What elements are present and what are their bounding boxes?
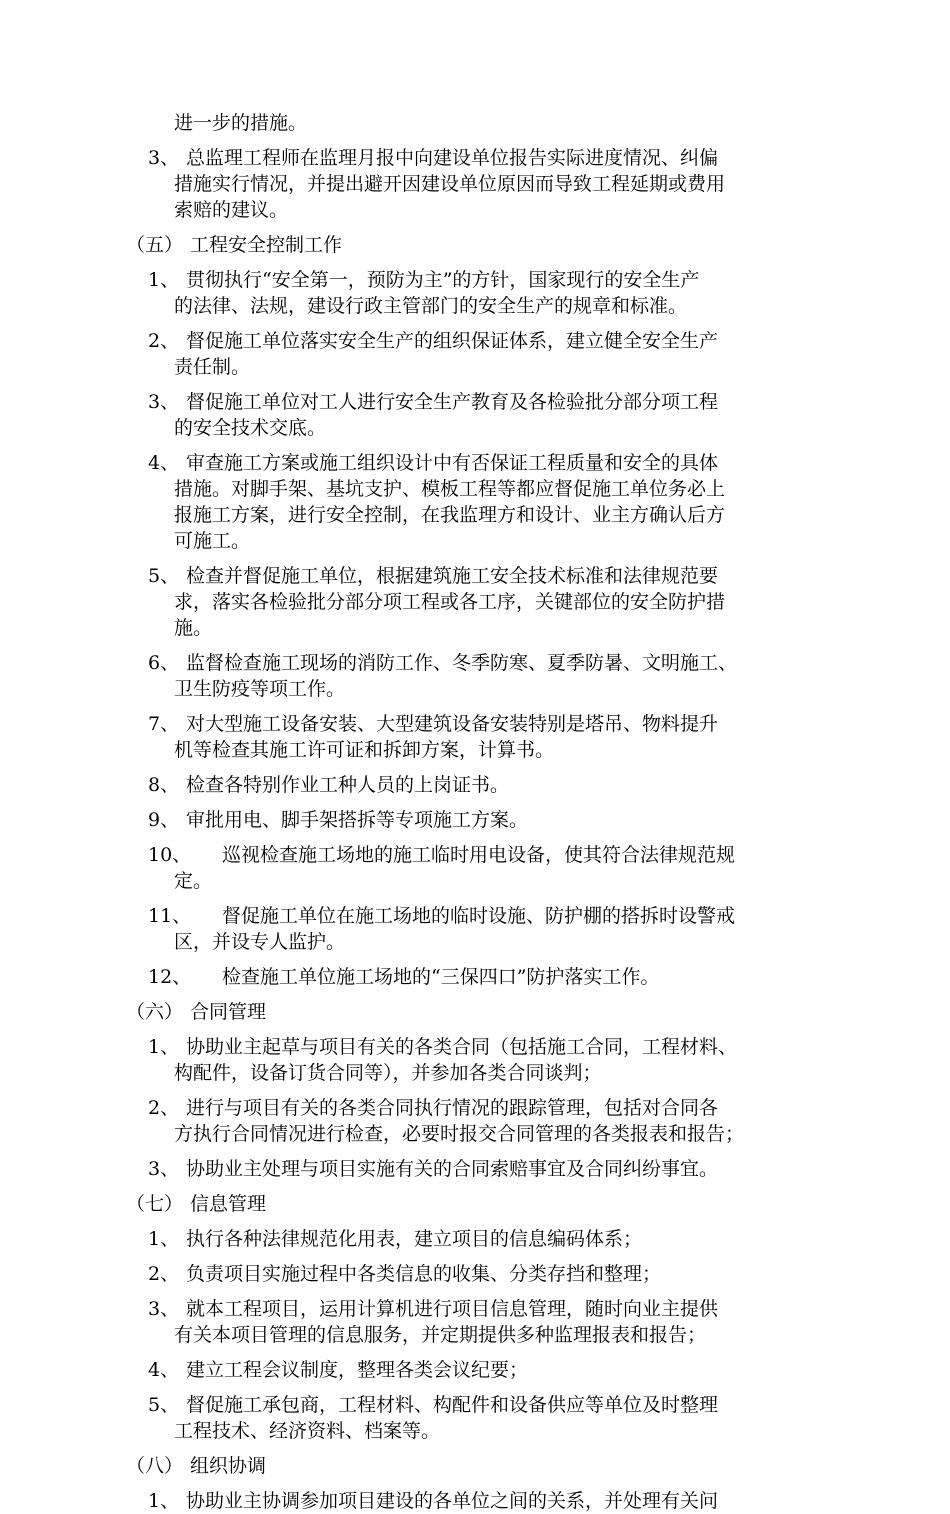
continuation-line: [0, 354, 950, 380]
paragraph-gap: [0, 798, 950, 807]
list-item: [0, 563, 950, 589]
line-text: 对大型施工设备安装、大型建筑设备安装特别是塔吊、物料提升: [186, 713, 719, 735]
line-text: 督促施工单位对工人进行安全生产教育及各检验批分部分项工程: [186, 391, 719, 413]
section-number: （七）: [126, 1193, 184, 1215]
list-item: [0, 964, 950, 990]
line-text: 可施工。: [174, 530, 251, 552]
line-text: 督促施工单位落实安全生产的组织保证体系，建立健全安全生产: [186, 330, 719, 352]
line-text: 合同管理: [190, 1001, 267, 1023]
paragraph-gap: [0, 441, 950, 450]
line-text: 协助业主起草与项目有关的各类合同（包括施工合同，工程材料、: [186, 1036, 738, 1058]
continuation-line: [0, 929, 950, 955]
line-text: 执行各种法律规范化用表，建立项目的信息编码体系；: [186, 1228, 643, 1250]
section-number: （八）: [126, 1455, 184, 1477]
item-number: 1、: [148, 1036, 180, 1058]
line-text: 定。: [174, 870, 213, 892]
line-text: 报施工方案，进行安全控制，在我监理方和设计、业主方确认后方: [174, 504, 726, 526]
line-text: 监督检查施工现场的消防工作、冬季防寒、夏季防暑、文明施工、: [186, 652, 738, 674]
continuation-line: [0, 171, 950, 197]
line-text: 督促施工单位在施工场地的临时设施、防护棚的搭拆时设警戒: [222, 905, 736, 927]
continuation-line: [0, 1418, 950, 1444]
continuation-line: [0, 110, 950, 136]
continuation-line: [0, 868, 950, 894]
list-item: [0, 1095, 950, 1121]
line-text: 负责项目实施过程中各类信息的收集、分类存挡和整理；: [186, 1263, 662, 1285]
line-text: 责任制。: [174, 356, 251, 378]
paragraph-gap: [0, 990, 950, 999]
list-item: [0, 842, 950, 868]
list-item: [0, 145, 950, 171]
list-item: [0, 267, 950, 293]
item-number: 3、: [148, 147, 180, 169]
continuation-line: [0, 1121, 950, 1147]
paragraph-gap: [0, 223, 950, 232]
continuation-line: [0, 502, 950, 528]
item-number: 10、: [148, 844, 192, 866]
line-text: 协助业主协调参加项目建设的各单位之间的关系，并处理有关问: [186, 1490, 719, 1512]
line-text: 协助业主处理与项目实施有关的合同索赔事宜及合同纠纷事宜。: [186, 1158, 719, 1180]
item-number: 12、: [148, 966, 192, 988]
paragraph-gap: [0, 380, 950, 389]
line-text: 进行与项目有关的各类合同执行情况的跟踪管理，包括对合同各: [186, 1097, 719, 1119]
continuation-line: [0, 293, 950, 319]
paragraph-gap: [0, 702, 950, 711]
line-text: 工程技术、经济资料、档案等。: [174, 1420, 441, 1442]
item-number: 1、: [148, 1490, 180, 1512]
list-item: [0, 1357, 950, 1383]
list-item: [0, 1261, 950, 1287]
line-text: 审批用电、脚手架搭拆等专项施工方案。: [186, 809, 529, 831]
item-number: 11、: [148, 905, 192, 927]
list-item: [0, 807, 950, 833]
paragraph-gap: [0, 894, 950, 903]
item-number: 2、: [148, 330, 180, 352]
list-item: [0, 450, 950, 476]
paragraph-gap: [0, 1287, 950, 1296]
line-text: 进一步的措施。: [174, 112, 308, 134]
item-number: 9、: [148, 809, 180, 831]
item-number: 4、: [148, 452, 180, 474]
line-text: 方执行合同情况进行检查，必要时报交合同管理的各类报表和报告；: [174, 1123, 745, 1145]
line-text: 检查并督促施工单位，根据建筑施工安全技术标准和法律规范要: [186, 565, 719, 587]
paragraph-gap: [0, 763, 950, 772]
line-text: 建立工程会议制度，整理各类会议纪要；: [186, 1359, 529, 1381]
section-number: （五）: [126, 234, 184, 256]
continuation-line: [0, 589, 950, 615]
list-item: [0, 1034, 950, 1060]
item-number: 6、: [148, 652, 180, 674]
continuation-line: [0, 528, 950, 554]
line-text: 信息管理: [190, 1193, 267, 1215]
list-item: [0, 772, 950, 798]
paragraph-gap: [0, 319, 950, 328]
line-text: 检查施工单位施工场地的“三保四口”防护落实工作。: [222, 966, 660, 988]
item-number: 1、: [148, 1228, 180, 1250]
item-number: 5、: [148, 1394, 180, 1416]
item-number: 2、: [148, 1097, 180, 1119]
item-number: 5、: [148, 565, 180, 587]
paragraph-gap: [0, 1025, 950, 1034]
continuation-line: [0, 615, 950, 641]
line-text: 的法律、法规，建设行政主管部门的安全生产的规章和标准。: [174, 295, 688, 317]
paragraph-gap: [0, 955, 950, 964]
paragraph-gap: [0, 1252, 950, 1261]
line-text: 贯彻执行“安全第一，预防为主”的方针，国家现行的安全生产: [186, 269, 700, 291]
section-heading: [0, 999, 950, 1025]
line-text: 机等检查其施工许可证和拆卸方案，计算书。: [174, 739, 555, 761]
line-text: 求，落实各检验批分部分项工程或各工序，关键部位的安全防护措: [174, 591, 726, 613]
line-text: 组织协调: [190, 1455, 267, 1477]
line-text: 索赔的建议。: [174, 199, 289, 221]
line-text: 区，并设专人监护。: [174, 931, 346, 953]
item-number: 7、: [148, 713, 180, 735]
item-number: 3、: [148, 391, 180, 413]
paragraph-gap: [0, 1383, 950, 1392]
line-text: 巡视检查施工场地的施工临时用电设备，使其符合法律规范规: [222, 844, 736, 866]
continuation-line: [0, 1060, 950, 1086]
list-item: [0, 711, 950, 737]
list-item: [0, 1392, 950, 1418]
paragraph-gap: [0, 833, 950, 842]
line-text: 措施实行情况，并提出避开因建设单位原因而导致工程延期或费用: [174, 173, 726, 195]
continuation-line: [0, 415, 950, 441]
item-number: 8、: [148, 774, 180, 796]
continuation-line: [0, 476, 950, 502]
list-item: [0, 1156, 950, 1182]
line-text: 审查施工方案或施工组织设计中有否保证工程质量和安全的具体: [186, 452, 719, 474]
section-heading: [0, 1453, 950, 1479]
line-text: 检查各特别作业工种人员的上岗证书。: [186, 774, 510, 796]
paragraph-gap: [0, 1348, 950, 1357]
line-text: 卫生防疫等项工作。: [174, 678, 346, 700]
continuation-line: [0, 1322, 950, 1348]
paragraph-gap: [0, 258, 950, 267]
line-text: 有关本项目管理的信息服务，并定期提供多种监理报表和报告；: [174, 1324, 707, 1346]
item-number: 4、: [148, 1359, 180, 1381]
list-item: [0, 903, 950, 929]
paragraph-gap: [0, 136, 950, 145]
item-number: 3、: [148, 1158, 180, 1180]
line-text: 就本工程项目，运用计算机进行项目信息管理，随时向业主提供: [186, 1298, 719, 1320]
list-item: [0, 1488, 950, 1514]
item-number: 3、: [148, 1298, 180, 1320]
section-number: （六）: [126, 1001, 184, 1023]
continuation-line: [0, 676, 950, 702]
list-item: [0, 650, 950, 676]
continuation-line: [0, 197, 950, 223]
continuation-line: [0, 737, 950, 763]
line-text: 督促施工承包商，工程材料、构配件和设备供应等单位及时整理: [186, 1394, 719, 1416]
section-heading: [0, 232, 950, 258]
paragraph-gap: [0, 1479, 950, 1488]
list-item: [0, 328, 950, 354]
list-item: [0, 1226, 950, 1252]
paragraph-gap: [0, 554, 950, 563]
paragraph-gap: [0, 1444, 950, 1453]
line-text: 施。: [174, 617, 213, 639]
item-number: 1、: [148, 269, 180, 291]
list-item: [0, 1296, 950, 1322]
line-text: 构配件，设备订货合同等），并参加各类合同谈判；: [174, 1062, 602, 1084]
paragraph-gap: [0, 1182, 950, 1191]
paragraph-gap: [0, 1217, 950, 1226]
line-text: 总监理工程师在监理月报中向建设单位报告实际进度情况、纠偏: [186, 147, 719, 169]
line-text: 的安全技术交底。: [174, 417, 327, 439]
list-item: [0, 389, 950, 415]
item-number: 2、: [148, 1263, 180, 1285]
section-heading: [0, 1191, 950, 1217]
paragraph-gap: [0, 641, 950, 650]
paragraph-gap: [0, 1086, 950, 1095]
line-text: 措施。对脚手架、基坑支护、模板工程等都应督促施工单位务必上: [174, 478, 726, 500]
document-body: [0, 110, 950, 1514]
line-text: 工程安全控制工作: [190, 234, 343, 256]
paragraph-gap: [0, 1147, 950, 1156]
